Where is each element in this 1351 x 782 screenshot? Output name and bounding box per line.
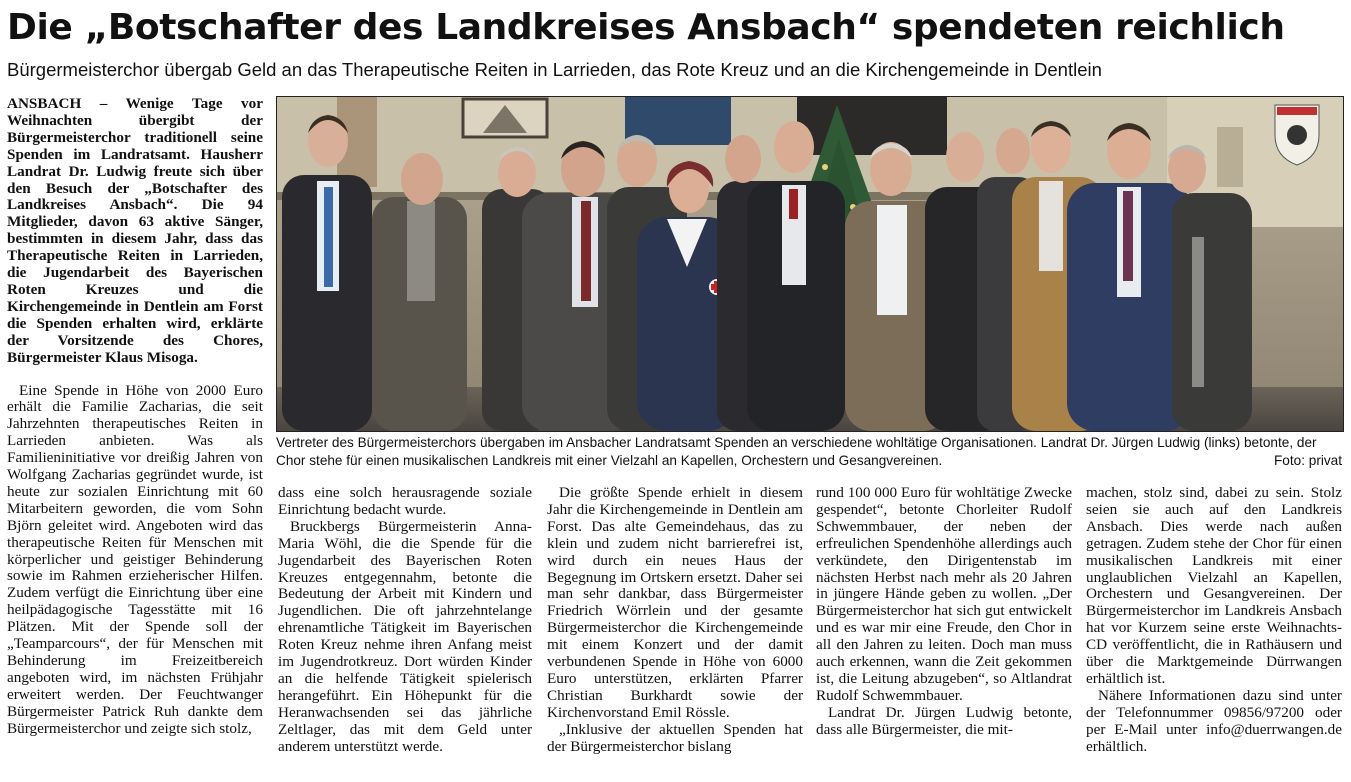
- article-column-4: [816, 485, 1072, 782]
- photo-credit: Foto: privat: [1274, 453, 1342, 468]
- article-paragraph: dass eine solch herausragende soziale Einrichtung bedacht wurde.: [278, 484, 532, 518]
- article-column-5: [1086, 485, 1342, 782]
- group-photo: [276, 96, 1344, 432]
- photo-caption: Vertreter des Bürgermeisterchors übergaben im Ansbacher Landratsamt Spenden an verschiedene wohltätige Organisationen. Landrat Dr. Jürgen Ludwig (links) betonte, der Chor stehe für einen musikalischen Landkreis mit einer Vielzahl an Kapellen, Orchestern und Gesangvereinen.: [276, 435, 1317, 468]
- headline: Die „Botschafter des Landkreises Ansbach“ spendeten reichlich: [7, 7, 1285, 48]
- article-column-3: [547, 485, 803, 782]
- article-lead: ANSBACH – Wenige Tage vor Weihnachten übergibt der Bürgermeisterchor traditionell seine Spenden im Landratsamt. Hausherr Landrat Dr. Ludwig freute sich über den Besuch der „Botschafter des Landkreises Ansbach“. Die 94 Mitglieder, davon 63 aktive Sänger, bestimmten in diesem Jahr, dass das Therapeutische Reiten in Larrieden, die Jugendarbeit des Bayerischen Roten Kreuzes und die Kirchengemeinde in Dentlein am Forst die Spenden erhalten wird, erklärte der Vorsitzende des Chores, Bürgermeister Klaus Misoga.: [7, 95, 263, 366]
- article-paragraph: „Inklusive der aktuellen Spenden hat der Bürgermeisterchor bislang: [547, 720, 803, 755]
- article-paragraph: machen, stolz sind, dabei zu sein. Stolz seien sie auch auf den Landkreis Ansbach. Dies werde nach außen getragen. Zudem stehe der Chor für einen musikalischen Landkreis mit einer unglaublichen Vielzahl an Kapellen, Orchestern und Gesangvereinen. Der Bürgermeisterchor im Landkreis Ansbach hat vor Kurzem seine erste Weihnachts-CD veröffentlicht, die in Rathäusern und über die Marktgemeinde Dürrwangen erhältlich ist.: [1086, 484, 1342, 687]
- article-column-1: [7, 96, 263, 780]
- photo-caption-block: [276, 434, 1342, 470]
- article-column-2: [278, 485, 532, 782]
- article-paragraph: Landrat Dr. Jürgen Ludwig betonte, dass alle Bürgermeister, die mit-: [816, 703, 1072, 738]
- group-photo-image: [277, 97, 1343, 431]
- subheadline: Bürgermeisterchor übergab Geld an das Therapeutische Reiten in Larrieden, das Rote Kreuz und an die Kirchengemeinde in Dentlein: [7, 59, 1102, 80]
- article-paragraph: Eine Spende in Höhe von 2000 Euro erhält die Familie Zacharias, die seit Jahrzehnten therapeutisches Reiten in Larrieden anbieten. Was als Familieninitiative vor dreißig Jahren von Wolfgang Zacharias gegründet wurde, ist heute zur sozialen Einrichtung mit 60 Mitarbeitern geworden, die vom Sohn Björn geleitet wird. Angeboten wird das therapeutische Reiten für Menschen mit körperlicher und geistiger Behinderung sowie im Rahmen erzieherischer Hilfen. Zudem verfügt die Einrichtung über eine heilpädagogische Tagesstätte mit 16 Plätzen. Mit der Spende soll der „Teamparcours“, der für Menschen mit Behinderung im Freizeitbereich angeboten wird, im nächsten Frühjahr erweitert werden. Der Feuchtwanger Bürgermeister Patrick Ruh dankte dem Bürgermeisterchor und zeigte sich stolz,: [7, 381, 263, 737]
- article-paragraph: rund 100 000 Euro für wohltätige Zwecke gespendet“, betonte Chorleiter Rudolf Schwemmbauer, der neben der erfreulichen Spendenhöhe allerdings auch verkündete, den Dirigentenstab im nächsten Herbst nach mehr als 20 Jahren in jüngere Hände geben zu wollen. „Der Bürgermeisterchor hat sich gut entwickelt und es war mir eine Freude, den Chor in all den Jahren zu leiten. Doch man muss auch erkennen, wann die Zeit gekommen ist, die Leitung abzugeben“, so Altlandrat Rudolf Schwemmbauer.: [816, 484, 1072, 704]
- article-paragraph: Nähere Informationen dazu sind unter der Telefonnummer 09856/97200 oder per E-Mail unter info@duerrwangen.de erhältlich.: [1086, 686, 1342, 755]
- article-paragraph: Bruckbergs Bürgermeisterin Anna-Maria Wöhl, die die Spende für die Jugendarbeit des Bayerischen Roten Kreuzes entgegennahm, betonte die Bedeutung der Arbeit mit Kindern und Jugendlichen. Die oft jahrzehntelange ehrenamtliche Tätigkeit im Bayerischen Roten Kreuz nehme ihren Anfang meist im Jugendrotkreuz. Dort würden Kinder an die helfende Tätigkeit spielerisch herangeführt. Ein Höhepunkt für die Heranwachsenden sei das jährliche Zeltlager, das mit dem Geld unter anderem unterstützt werde.: [278, 517, 532, 755]
- article-paragraph: Die größte Spende erhielt in diesem Jahr die Kirchengemeinde in Dentlein am Forst. Das alte Gemeindehaus, das zu klein und zudem nicht barrierefrei ist, wird durch ein neues Haus der Begegnung im Ortskern ersetzt. Daher sei man sehr dankbar, dass Bürgermeister Friedrich Wörrlein und der gesamte Bürgermeisterchor die Kirchengemeinde mit einem Konzert und der damit verbundenen Spende in Höhe von 6000 Euro unterstützen, erklärten Pfarrer Christian Burkhardt sowie der Kirchenvorstand Emil Rössle.: [547, 484, 803, 721]
